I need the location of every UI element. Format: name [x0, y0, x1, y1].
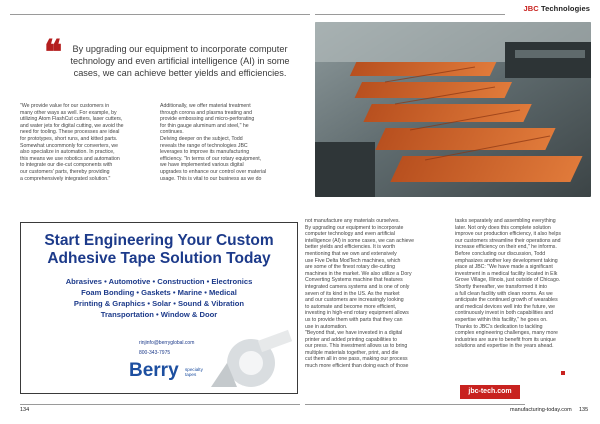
- ad-industry-line: Foam Bonding • Gaskets • Marine • Medical: [81, 288, 237, 297]
- jbc-url-button[interactable]: jbc-tech.com: [460, 385, 520, 399]
- ad-industry-line: Transportation • Window & Door: [100, 310, 218, 319]
- ad-industry-line: Abrasives • Automotive • Construction • Electronics: [65, 277, 253, 286]
- text-column-2: Additionally, we offer material treatment through corona and plasma treating and provide embossing and micro-perforating for thin gauge aluminum and steel," he continues. Delving deeper on the subject, Todd reveals the range of technologies JBC leverages to improve its manufacturing efficiency. "In terms of our rotary equipment, we have implemented various digital upgrades to enhance our control over material usage. This is vital to our business as we do: [160, 103, 267, 182]
- berry-logo-text: Berry: [129, 360, 179, 381]
- page-number-left: 134: [20, 407, 30, 413]
- page-number-right: 135: [579, 407, 589, 413]
- ad-email[interactable]: rinjinfo@berryglobal.com: [139, 340, 195, 346]
- text-column-4: tasks separately and assembling everything later. Not only does this complete solution improve our production efficiency, it also helps our customers streamline their operations and increase efficiency on their end," he informs. Before concluding our discussion, Todd emphasizes another key development taking place at JBC: "We have made a significant investment in a medical facility located in Elk Grove Village, Illinois, just outside of Chicago. Shortly thereafter, we transformed it into a full clean facility with clean rooms. As we anticipate the continued growth of wearables and medical devices well into the future, we continuously invest in both capabilities and expertise within this facility," he goes on. Thanks to JBC's dedication to tackling complex engineering challenges, many more industries are sure to benefit from its unique solutions and expertise in the years ahead.: [455, 218, 561, 350]
- ad-industry-list: [21, 276, 297, 320]
- tape-roll-illustration: [207, 323, 293, 391]
- header-rule-left: [10, 14, 310, 15]
- footer-rule-left: [20, 404, 300, 405]
- berry-logo: [129, 360, 209, 388]
- text-column-3: not manufacture any materials ourselves. By upgrading our equipment to incorporate computer technology and even artificial intelligence (AI) in some cases, we can achieve better yields and efficiencies. It is worth mentioning that we own and extensively use Five Delta ModTech machines, which are some of the finest rotary die-cutting machines in the market. We also utilize a Dory Converting Systems machine that features integrated camera systems and is one of only seven of its kind in the US. As the market and our customers are increasingly looking to automate and become more efficient, investing in high-end rotary equipment allows us to provide them with parts that they can use in automation. "Beyond that, we have invested in a digital printer and added printing capabilities to our press. This investment allows us to bring multiple materials together, print, and die cut them all in one pass, making our process much more efficient than doing each of those: [305, 218, 414, 370]
- ad-headline-line-1: Start Engineering Your Custom: [44, 232, 274, 249]
- footer-site[interactable]: manufacturing-today.com: [510, 407, 572, 413]
- ad-headline: [21, 232, 297, 267]
- ad-phone[interactable]: 800-343-7975: [139, 350, 171, 356]
- ad-headline-line-2: Adhesive Tape Solution Today: [47, 249, 271, 267]
- text-column-1: "We provide value for our customers in many other ways as well. For example, by utilizing Atom FlashCut cutters, laser cutters, and water jets for digital cutting, we avoid the need for tooling. These processes are ideal for prototypes, short runs, and kitted parts. Somewhat uncommonly for converters, we also specialize in automation. In practice, this means we use robotics and automation to integrate our die-cut components with our customers' parts, thereby providing a comprehensively integrated solution.": [20, 103, 124, 182]
- production-photo: [315, 22, 591, 197]
- header-rule-right: [315, 14, 505, 15]
- ad-industry-line: Printing & Graphics • Solar • Sound & Vibration: [73, 299, 245, 308]
- berry-advertisement[interactable]: [20, 222, 298, 394]
- quote-mark-icon: ❝: [44, 33, 63, 73]
- brand-logo: JBC Technologies: [523, 4, 590, 13]
- footer-rule-right: [305, 404, 525, 405]
- pull-quote: By upgrading our equipment to incorporate computer technology and even artificial intelligence (AI) in some cases, we can achieve better yields and efficiencies.: [70, 44, 290, 78]
- end-marker-icon: [561, 371, 565, 375]
- berry-logo-subtext: specialty tapes: [185, 367, 203, 377]
